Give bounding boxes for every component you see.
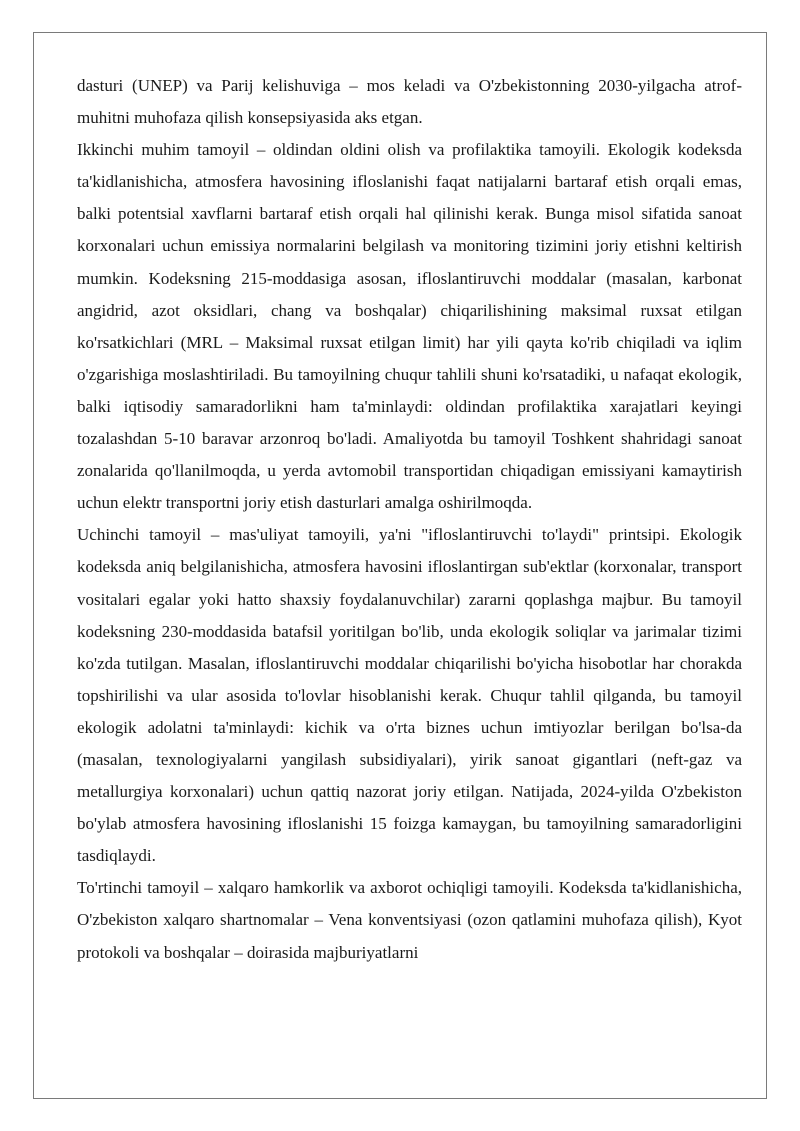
document-body [77, 70, 742, 969]
paragraph-third-principle: Uchinchi tamoyil – mas'uliyat tamoyili, ya'ni "ifloslantiruvchi to'laydi" printsipi. Ekologik kodeksda aniq belgilanishicha, atmosfera havosini ifloslantirgan sub'ektlar (korxonalar, transport vositalari egalar yoki hatto shaxsiy foydalanuvchilar) zararni qoplashga majbur. Bu tamoyil kodeksning 230-moddasida batafsil yoritilgan bo'lib, unda ekologik soliqlar va jarimalar tizimi ko'zda tutilgan. Masalan, ifloslantiruvchi moddalar chiqarilishi bo'yicha hisobotlar har chorakda topshirilishi va ular asosida to'lovlar hisoblanishi kerak. Chuqur tahlil qilganda, bu tamoyil ekologik adolatni ta'minlaydi: kichik va o'rta biznes uchun imtiyozlar berilgan bo'lsa-da (masalan, texnologiyalarni yangilash subsidiyalari), yirik sanoat gigantlari (neft-gaz va metallurgiya korxonalari) uchun qattiq nazorat joriy etilgan. Natijada, 2024-yilda O'zbekiston bo'ylab atmosfera havosining ifloslanishi 15 foizga kamaygan, bu tamoyilning samaradorligini tasdiqlaydi. [77, 525, 742, 866]
paragraph-fourth-principle: To'rtinchi tamoyil – xalqaro hamkorlik va axborot ochiqligi tamoyili. Kodeksda ta'kidlanishicha, O'zbekiston xalqaro shartnomalar – Vena konventsiyasi (ozon qatlamini muhofaza qilish), Kyot protokoli va boshqalar – doirasida majburiyatlarni [77, 878, 742, 962]
paragraph-continuation: dasturi (UNEP) va Parij kelishuviga – mos keladi va O'zbekistonning 2030-yilgacha atrof-muhitni muhofaza qilish konsepsiyasida aks etgan. [77, 76, 742, 128]
paragraph-second-principle: Ikkinchi muhim tamoyil – oldindan oldini olish va profilaktika tamoyili. Ekologik kodeksda ta'kidlanishicha, atmosfera havosining ifloslanishi faqat natijalarni bartaraf etish orqali emas, balki potentsial xavflarni bartaraf etish orqali hal qilinishi kerak. Bunga misol sifatida sanoat korxonalari uchun emissiya normalarini belgilash va monitoring tizimini joriy etishni keltirish mumkin. Kodeksning 215-moddasiga asosan, ifloslantiruvchi moddalar (masalan, karbonat angidrid, azot oksidlari, chang va boshqalar) chiqarilishining maksimal ruxsat etilgan ko'rsatkichlari (MRL – Maksimal ruxsat etilgan limit) har yili qayta ko'rib chiqiladi va iqlim o'zgarishiga moslashtiriladi. Bu tamoyilning chuqur tahlili shuni ko'rsatadiki, u nafaqat ekologik, balki iqtisodiy samaradorlikni ham ta'minlaydi: oldindan profilaktika xarajatlari keyingi tozalashdan 5-10 baravar arzonroq bo'ladi. Amaliyotda bu tamoyil Toshkent shahridagi sanoat zonalarida qo'llanilmoqda, u yerda avtomobil transportidan chiqadigan emissiyani kamaytirish uchun elektr transportni joriy etish dasturlari amalga oshirilmoqda. [77, 140, 742, 513]
